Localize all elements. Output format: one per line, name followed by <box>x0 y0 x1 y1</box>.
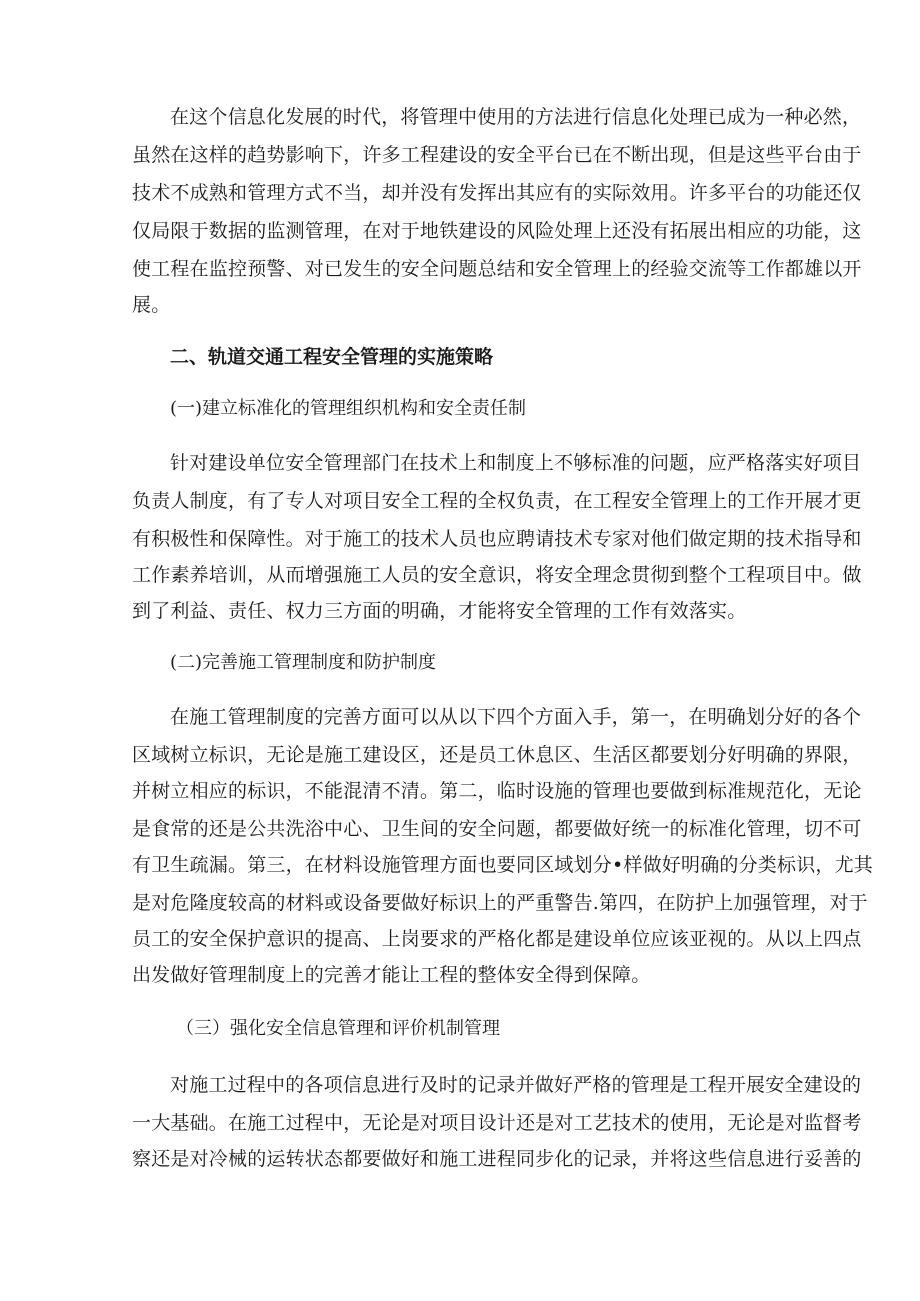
subsection-heading-1: (一)建立标准化的管理组织机构和安全责任制 <box>170 398 527 419</box>
paragraph-line: 区域树立标识，无论是施工建设区，还是员工休息区、生活区都要划分好明确的界限， <box>132 744 862 766</box>
paragraph-line: 一大基础。在施工过程中，无论是对项目设计还是对工艺技术的使用，无论是对监督考 <box>132 1112 862 1134</box>
paragraph-line: 工作素养培训，从而增强施工人员的安全意识，将安全理念贯彻到整个工程项目中。做 <box>132 564 862 586</box>
paragraph-line: 虽然在这样的趋势影响下，许多工程建设的安全平台已在不断出现，但是这些平台由于 <box>132 144 862 166</box>
paragraph-line: 负责人制度，有了专人对项目安全工程的全权负责，在工程安全管理上的工作开展才更 <box>132 490 862 512</box>
paragraph-line: 技术不成熟和管理方式不当，却并没有发挥出其应有的实际效用。许多平台的功能还仅 <box>132 182 862 204</box>
subsection-heading-2: (二)完善施工管理制度和防护制度 <box>170 652 437 673</box>
paragraph-line: 出发做好管理制度上的完善才能让工程的整体安全得到保障。 <box>132 964 651 986</box>
paragraph-line: 在这个信息化发展的时代，将管理中使用的方法进行信息化处理已成为一种必然， <box>170 106 862 128</box>
paragraph-line: 并树立相应的标识，不能混清不清。第二，临时设施的管理也要做到标准规范化，无论 <box>132 780 862 802</box>
paragraph-line: 有积极性和保障性。对于施工的技术人员也应聘请技术专家对他们做定期的技术指导和 <box>132 528 862 550</box>
paragraph-line: 是食常的还是公共洗浴中心、卫生间的安全问题，都要做好统一的标准化管理，切不可 <box>132 818 862 840</box>
subsection-heading-3: （三）强化安全信息管理和评价机制管理 <box>176 1018 500 1039</box>
paragraph-line: 对施工过程中的各项信息进行及时的记录并做好严格的管理是工程开展安全建设的 <box>170 1074 862 1096</box>
section-heading: 二、轨道交通工程安全管理的实施策略 <box>170 346 494 368</box>
paragraph-line: 针对建设单位安全管理部门在技术上和制度上不够标准的问题，应严格落实好项目 <box>170 452 862 474</box>
paragraph-line: 使工程在监控预警、对已发生的安全问题总结和安全管理上的经验交流等工作都雄以开 <box>132 258 862 280</box>
paragraph-line: 察还是对冷械的运转状态都要做好和施工进程同步化的记录，并将这些信息进行妥善的 <box>132 1148 862 1170</box>
paragraph-line: 有卫生疏漏。第三，在材料设施管理方面也要同区域划分•样做好明确的分类标识，尤其 <box>132 854 874 876</box>
paragraph-line: 在施工管理制度的完善方面可以从以下四个方面入手，第一，在明确划分好的各个 <box>170 706 862 728</box>
paragraph-line: 展。 <box>132 294 171 316</box>
paragraph-line: 到了利益、责任、权力三方面的明确，才能将安全管理的工作有效落实。 <box>132 600 747 622</box>
paragraph-line: 员工的安全保护意识的提高、上岗要求的严格化都是建设单位应该亚视的。从以上四点 <box>132 928 862 950</box>
paragraph-line: 仅局限于数据的监测管理，在对于地铁建设的风险处理上还没有拓展出相应的功能，这 <box>132 220 862 242</box>
paragraph-line: 是对危隆度较高的材料或设备要做好标识上的严重警告.第四，在防护上加强管理，对于 <box>132 892 868 914</box>
